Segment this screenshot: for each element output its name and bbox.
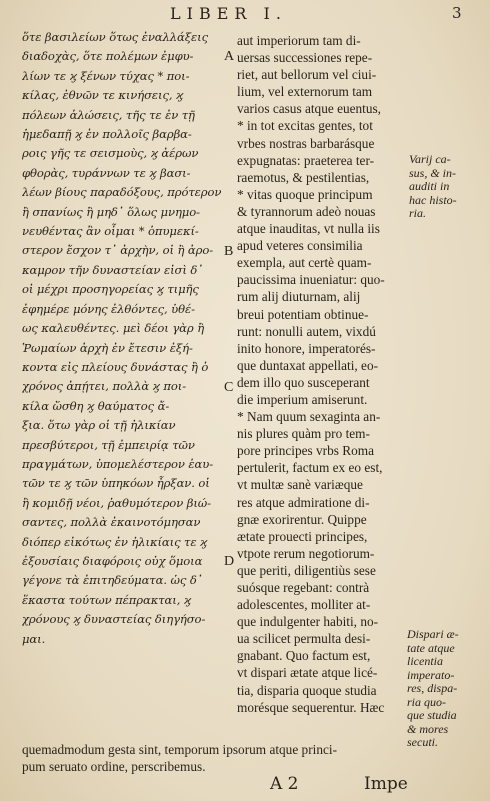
margin-note-line: & mores	[407, 721, 449, 736]
greek-line: ἢ σπανίως ἢ μηδ᾽ ὅλως μνημο-	[22, 204, 200, 219]
section-marker-b: B	[224, 244, 234, 259]
margin-note-line: licentia	[407, 654, 443, 668]
greek-line: ἐξουσίαις διαφόροις οὐχ ὅμοια	[22, 553, 203, 568]
margin-note	[407, 628, 487, 750]
section-marker-a: A	[224, 49, 235, 64]
greek-line: Ῥωμαίων ἀρχὴ ἐν ἔτεσιν ἑξή-	[22, 340, 193, 355]
greek-line: ἡμεδαπῇ ϗ ἐν πολλοῖς βαρβα-	[22, 127, 192, 142]
margin-note-line: secuti.	[407, 735, 438, 749]
latin-line: atque inauditas, vt nulla iis	[237, 221, 380, 237]
latin-line: que indulgenter habiti, no-	[237, 614, 379, 630]
latin-line: res atque admiratione di-	[237, 494, 370, 510]
greek-line: μαι.	[22, 631, 46, 646]
margin-note-line: Dispari æ-	[407, 627, 459, 641]
latin-line: pertulerit, factum ex eo est,	[237, 460, 383, 476]
latin-line: uersas successiones repe-	[237, 50, 373, 66]
greek-line: πόλεων ἁλώσεις, τῆς τε ἐν τῇ	[22, 107, 195, 122]
greek-line: κίλας, ἐθνῶν τε κινήσεις, ϗ	[22, 88, 184, 103]
latin-text-column	[237, 32, 404, 716]
greek-line: λίων τε ϗ ξένων τύχας * ποι-	[22, 68, 190, 83]
margin-note	[409, 153, 489, 221]
running-title: LIBER I.	[170, 4, 287, 23]
latin-line: que duntaxat appellati, eo-	[237, 357, 379, 373]
greek-line: ροις γῆς τε σεισμοὺς, ϗ ἀέρων	[22, 146, 199, 161]
latin-line: suósque regebant: contrà	[237, 580, 370, 595]
greek-line: ξια. ὅτω γὰρ οἱ τῇ ἡλικίαν	[22, 418, 176, 433]
latin-line: ætate prouecti principes,	[237, 528, 368, 544]
latin-line: gnæ exorirentur. Quippe	[237, 511, 367, 527]
latin-line: * Nam quum sexaginta an-	[237, 409, 381, 425]
latin-line: raemotus, & pestilentias,	[237, 169, 370, 185]
greek-line: ὅτε βασιλείων ὅτως ἐναλλάξεις	[22, 30, 208, 44]
latin-line: morésque sequerentur. Hæc	[237, 699, 385, 715]
greek-line: φθορὰς, τυράννων τε ϗ βασι-	[22, 165, 191, 180]
greek-line: σαντες, πολλὰ ἐκαινοτόμησαν	[22, 515, 201, 530]
greek-line: γέγονε τὰ ἐπιτηδεύματα. ὡς δ᾽	[22, 573, 203, 588]
latin-line: die imperium amiserunt.	[237, 391, 368, 407]
latin-line: & tyrannorum adeò nouas	[237, 203, 376, 219]
greek-line: τῶν τε ϗ τῶν ὑπηκόων ἦρξαν. οἱ	[22, 476, 210, 491]
margin-note-line: tate atque	[407, 640, 455, 655]
margin-note-line: auditi in	[409, 179, 450, 193]
closing-line: quemadmodum gesta sint, temporum ipsorum atque princi-	[22, 742, 338, 757]
latin-line: runt: nonulli autem, vixdú	[237, 323, 376, 339]
latin-line: dem illo quo susceperant	[237, 374, 370, 390]
latin-line: nis plures quàm pro tem-	[237, 426, 370, 442]
greek-line: διαδοχὰς, ὅτε πολέμων ἐμφυ-	[22, 49, 194, 64]
greek-line: οἱ μέχρι προσηγορείας ϗ τιμῆς	[22, 282, 199, 297]
greek-line: ως καλευθέντες. μεὶ δέοι γὰρ ἢ	[22, 321, 205, 336]
greek-line: στερον ἔσχον τ᾽ ἀρχὴν, οἱ ἢ ἀρο-	[22, 243, 214, 258]
greek-line: διόπερ εἰκότως ἐν ἡλικίαις τε ϗ	[22, 534, 208, 549]
signature-mark: A 2	[270, 774, 299, 794]
latin-line: tia, disparia quoque studia	[237, 682, 377, 698]
greek-line: χρόνους ϗ δυναστείας διηγήσο-	[22, 612, 206, 627]
margin-note-line: hac histo-	[409, 192, 457, 207]
greek-line: χρόνος ἀπῄτει, πολλὰ ϗ ποι-	[22, 379, 187, 394]
greek-text-column	[22, 28, 234, 649]
latin-line: varios casus atque euentus,	[237, 101, 382, 117]
latin-line: vtpote rerum negotiorum-	[237, 545, 375, 561]
margin-note-line: ria quo-	[407, 694, 446, 709]
page-header	[0, 4, 490, 26]
latin-line: paucissima inueniatur: quo-	[237, 272, 385, 288]
latin-line: exempla, aut certè quam-	[237, 255, 372, 271]
margin-note-line: que studia	[407, 708, 457, 722]
greek-line: κοντα εἰς πλείους δυνάστας ἢ ὁ	[22, 359, 209, 374]
latin-line: vrbes nostras barbarásque	[237, 135, 375, 151]
margin-note-line: res, dispa-	[407, 681, 458, 695]
margin-note-line: sus, & in-	[409, 165, 457, 180]
section-marker-c: C	[224, 380, 234, 395]
greek-line: πρεσβύτεροι, τῇ ἐμπειρίᾳ τῶν	[22, 437, 195, 452]
page-footer	[0, 774, 490, 798]
folio-number: 3	[452, 4, 462, 22]
closing-paragraph	[22, 742, 422, 775]
latin-line: riet, aut bellorum vel ciui-	[237, 67, 377, 83]
greek-line: ἢ κομιδῇ νέοι, ῥαθυμότερον βιώ-	[22, 495, 211, 510]
catchword: Impe	[364, 774, 408, 794]
margin-note-line: Varij ca-	[409, 152, 451, 166]
closing-line: pum seruato ordine, perscribemus.	[22, 758, 206, 774]
latin-line: vt dispari ætate atque licé-	[237, 665, 378, 681]
latin-line: breui potentiam obtinue-	[237, 306, 369, 322]
latin-line: * vitas quoque principum	[237, 186, 373, 202]
greek-line: κίλα ὥσθη ϗ θαύματος ἄ-	[22, 398, 170, 413]
latin-line: aut imperiorum tam di-	[237, 33, 361, 48]
latin-line: gnabant. Quo factum est,	[237, 648, 371, 664]
latin-line: lium, vel externorum tam	[237, 84, 373, 100]
latin-line: apud veteres consimilia	[237, 238, 363, 254]
greek-line: πραγμάτων, ὑπομελέστερον ἑαυ-	[22, 456, 214, 471]
greek-line: νευθέντας ἂν οἶμαι * ὁπυμεκί-	[22, 224, 199, 239]
latin-line: que periti, diligentiùs sese	[237, 562, 376, 578]
margin-note-line: ria.	[409, 206, 427, 220]
latin-line: vt multæ sanè variæque	[237, 477, 363, 493]
greek-line: ἕκαστα τούτων πέπρακται, ϗ	[22, 592, 192, 607]
latin-line: adolescentes, molliter at-	[237, 597, 371, 613]
latin-line: rum alij diuturnam, alij	[237, 289, 361, 305]
latin-line: * in tot excitas gentes, tot	[237, 118, 373, 134]
margin-note-line: imperato-	[407, 667, 455, 682]
latin-line: inito honore, imperatorés-	[237, 340, 376, 356]
greek-line: λέων βίους παραδόξους, πρότερον	[22, 185, 222, 200]
greek-line: καμρον τῆν δυναστείαν εἰσὶ δ᾽	[22, 262, 203, 277]
greek-line: ἐφημέρε μόνης ἐλθόντες, ὑθέ-	[22, 301, 195, 316]
latin-line: pore principes vrbs Roma	[237, 443, 375, 459]
section-marker-d: D	[224, 554, 235, 569]
latin-line: ua scilicet permulta desi-	[237, 631, 371, 647]
latin-line: expugnatas: praeterea ter-	[237, 152, 375, 168]
